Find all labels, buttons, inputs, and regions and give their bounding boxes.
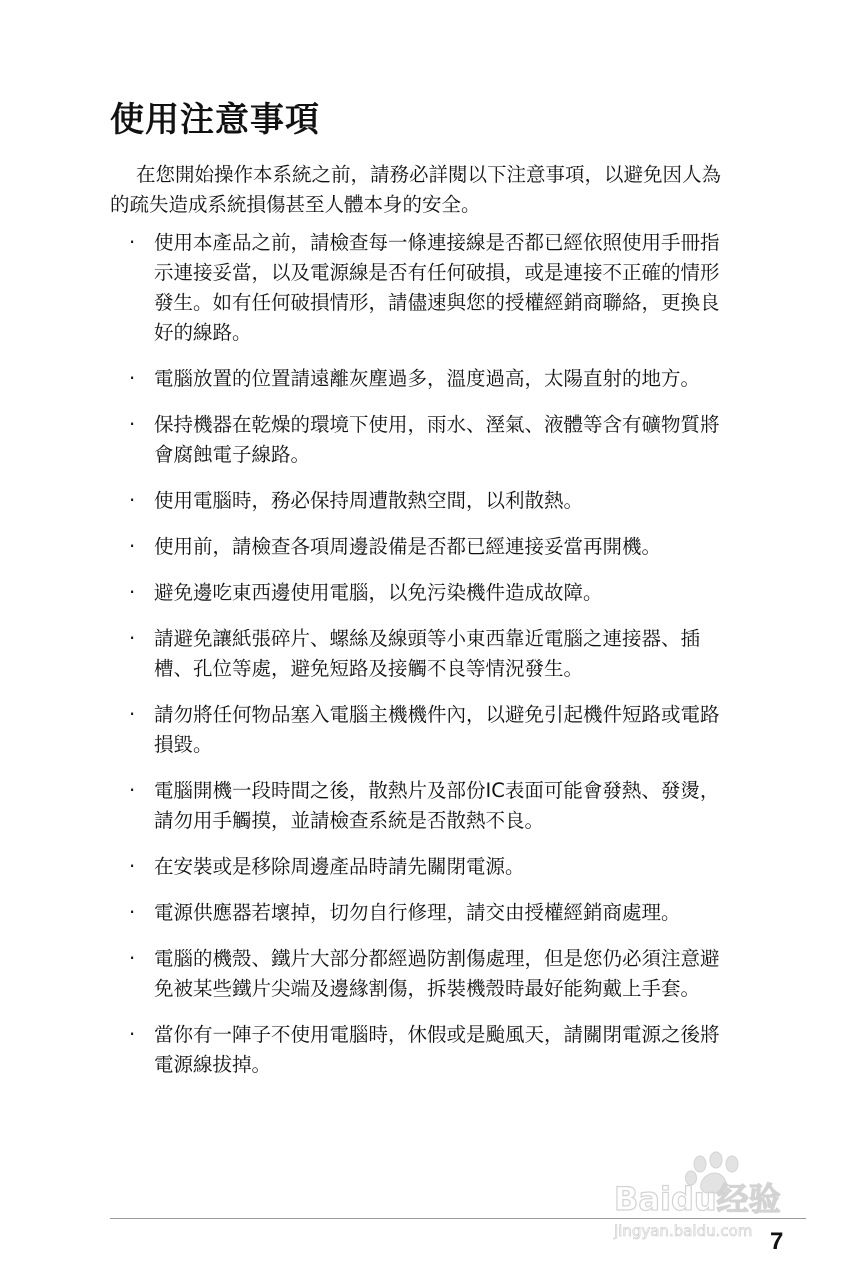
note-text: 避免邊吃東西邊使用電腦，以免污染機件造成故障。 — [154, 581, 603, 604]
note-item — [0, 852, 728, 882]
note-text: 請避免讓紙張碎片、螺絲及線頭等小東西靠近電腦之連接器、插槽、孔位等處，避免短路及接觸不良等情況發生。 — [154, 627, 701, 680]
page-number: 7 — [770, 1228, 784, 1255]
note-item — [0, 532, 728, 562]
bullet-icon: ‧ — [129, 367, 136, 390]
bullet-icon: ‧ — [129, 779, 136, 802]
bullet-icon: ‧ — [129, 947, 136, 970]
note-text: 在安裝或是移除周邊產品時請先關閉電源。 — [154, 855, 525, 878]
note-text: 電腦開機一段時間之後，散熱片及部份IC表面可能會發熱、發燙，請勿用手觸摸，並請檢查系統是否散熱不良。 — [154, 779, 720, 832]
footer-divider — [110, 1218, 806, 1219]
bullet-icon: ‧ — [129, 627, 136, 650]
notes-list — [0, 228, 861, 1096]
note-text: 使用前，請檢查各項周邊設備是否都已經連接妥當再開機。 — [154, 535, 662, 558]
bullet-icon: ‧ — [129, 231, 136, 254]
bullet-icon: ‧ — [129, 855, 136, 878]
note-item — [0, 700, 728, 760]
note-item — [0, 364, 728, 394]
note-item — [0, 228, 728, 348]
bullet-icon: ‧ — [129, 581, 136, 604]
note-item — [0, 1020, 728, 1080]
note-text: 保持機器在乾燥的環境下使用，雨水、溼氣、液體等含有礦物質將會腐蝕電子線路。 — [154, 413, 720, 466]
note-item — [0, 410, 728, 470]
bullet-icon: ‧ — [129, 1023, 136, 1046]
note-item — [0, 944, 728, 1004]
page-title: 使用注意事項 — [110, 100, 320, 140]
note-item — [0, 486, 728, 516]
note-text: 電源供應器若壞掉，切勿自行修理，請交由授權經銷商處理。 — [154, 901, 681, 924]
note-text: 使用電腦時，務必保持周遭散熱空間，以利散熱。 — [154, 489, 584, 512]
watermark-brand: Baidu经验 — [614, 1180, 781, 1218]
bullet-icon: ‧ — [129, 703, 136, 726]
note-text: 請勿將任何物品塞入電腦主機機件內，以避免引起機件短路或電路損毀。 — [154, 703, 720, 756]
bullet-icon: ‧ — [129, 413, 136, 436]
watermark-url: jingyan.baidu.com — [614, 1222, 753, 1240]
note-text: 使用本產品之前，請檢查每一條連接線是否都已經依照使用手冊指示連接妥當，以及電源線是否有任何破損，或是連接不正確的情形發生。如有任何破損情形，請儘速與您的授權經銷商聯絡，更換良好的線路。 — [154, 231, 720, 344]
bullet-icon: ‧ — [129, 489, 136, 512]
note-text: 當你有一陣子不使用電腦時，休假或是颱風天，請關閉電源之後將電源線拔掉。 — [154, 1023, 720, 1076]
note-item — [0, 898, 728, 928]
note-item — [0, 624, 728, 684]
note-item — [0, 776, 728, 836]
bullet-icon: ‧ — [129, 901, 136, 924]
note-text: 電腦放置的位置請遠離灰塵過多，溫度過高，太陽直射的地方。 — [154, 367, 701, 390]
bullet-icon: ‧ — [129, 535, 136, 558]
intro-paragraph: 在您開始操作本系統之前，請務必詳閱以下注意事項，以避免因人為的疏失造成系統損傷甚至人體本身的安全。 — [110, 163, 722, 216]
note-item — [0, 578, 728, 608]
note-text: 電腦的機殼、鐵片大部分都經過防割傷處理，但是您仍必須注意避免被某些鐵片尖端及邊緣割傷，拆裝機殼時最好能夠戴上手套。 — [154, 947, 720, 1000]
